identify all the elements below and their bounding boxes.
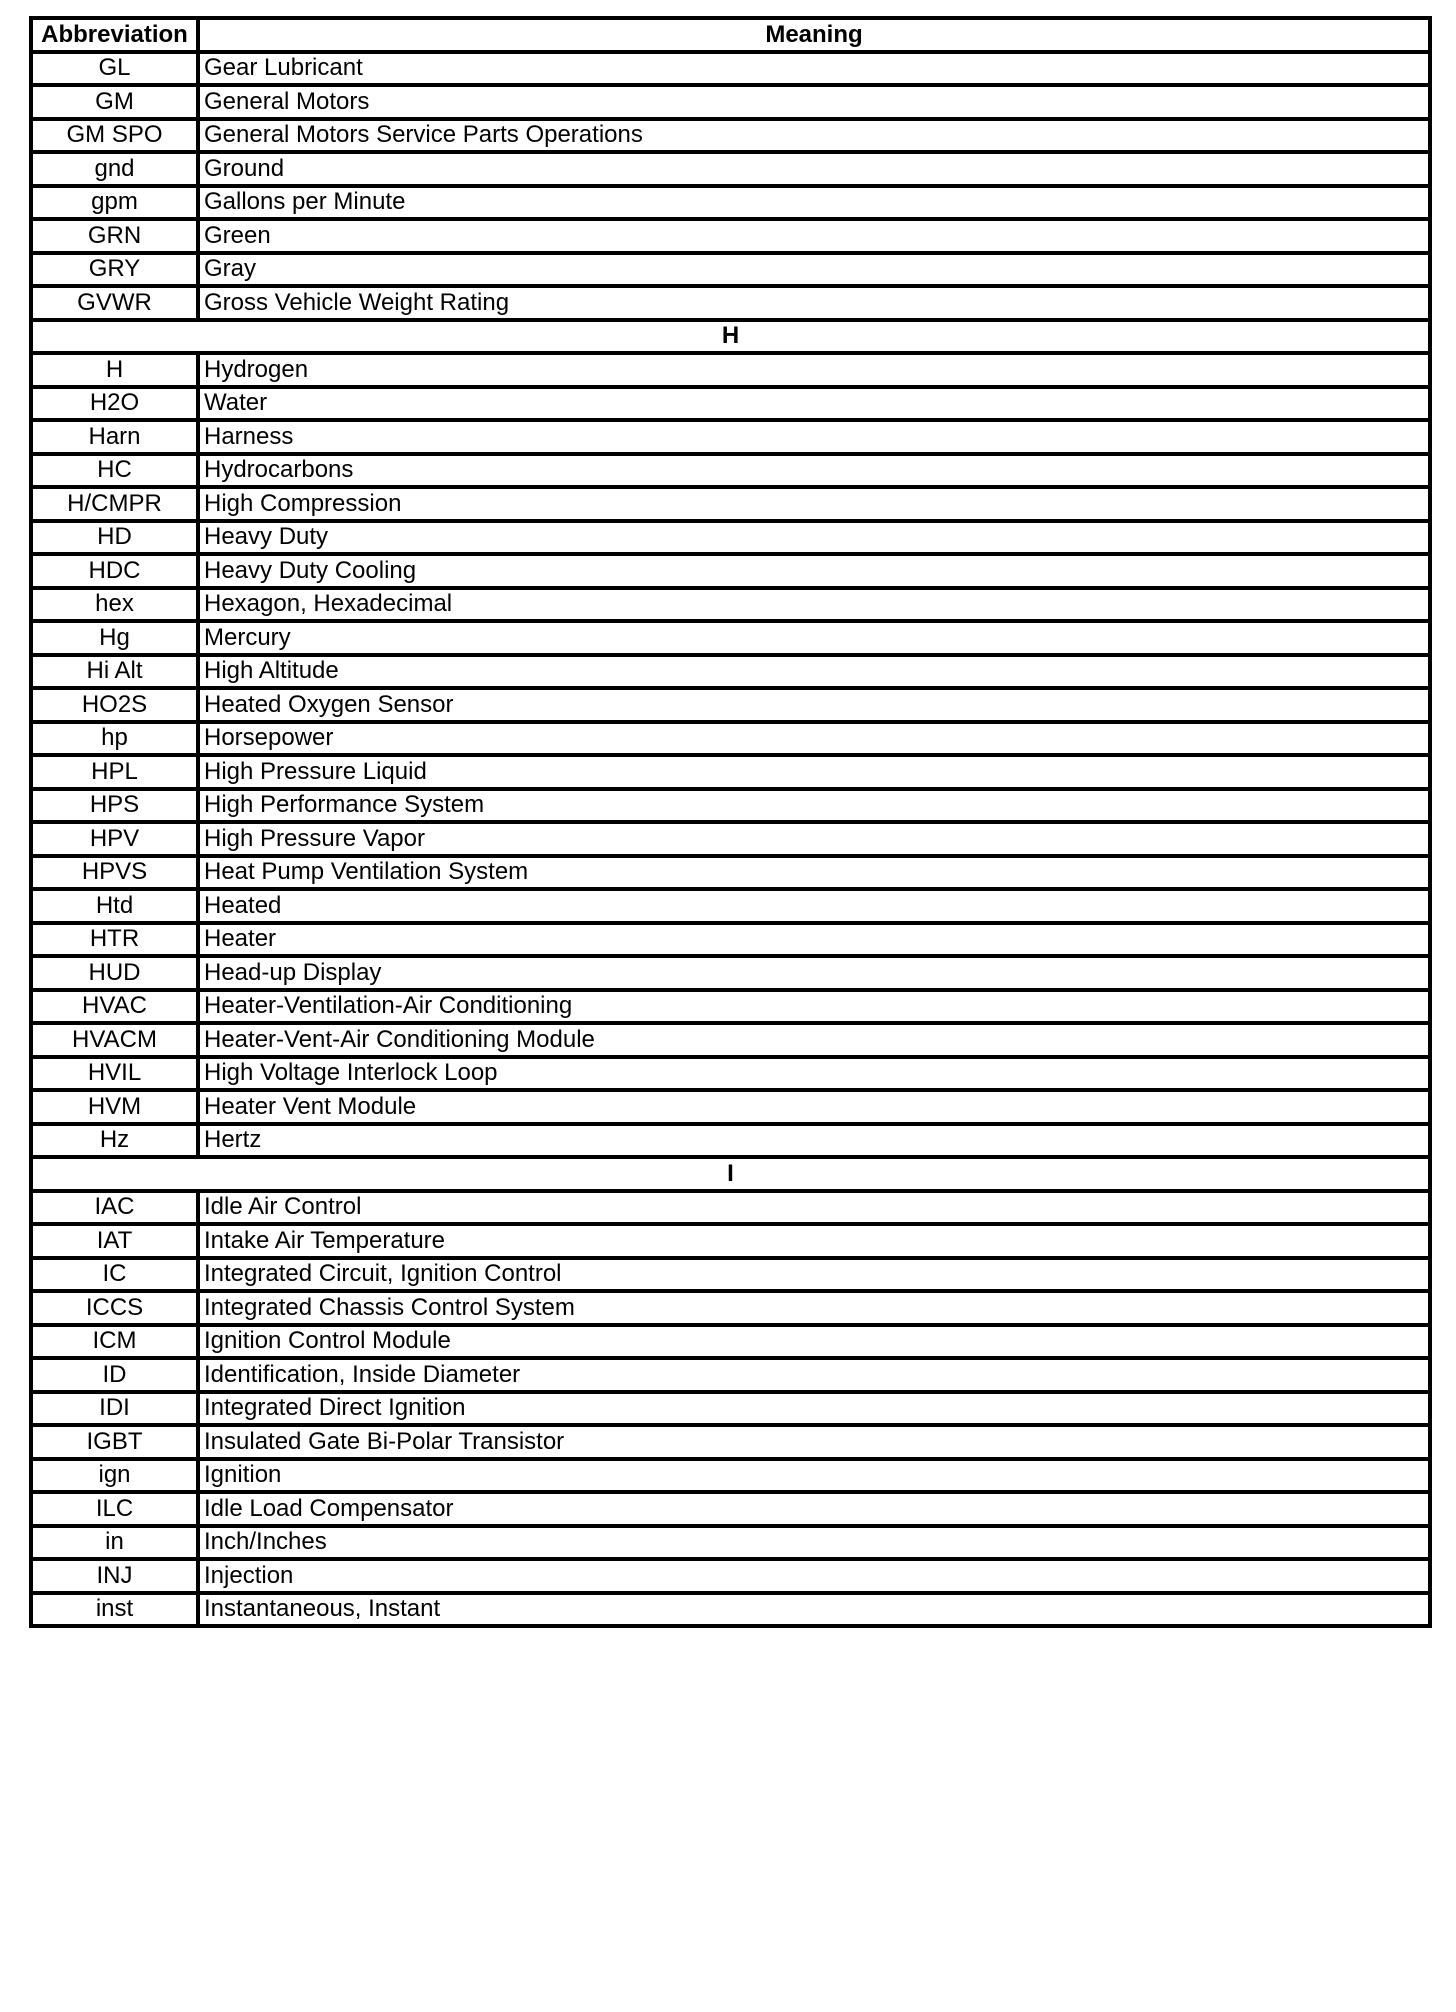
table-row [31,856,1430,890]
meaning-cell: Gross Vehicle Weight Rating [198,286,1430,320]
table-header-row [31,18,1430,52]
abbreviation-table [29,16,1432,1628]
table-row [31,119,1430,153]
abbreviation-cell: HPV [31,822,198,856]
abbreviation-cell: HD [31,521,198,555]
meaning-cell: Intake Air Temperature [198,1224,1430,1258]
table-row [31,990,1430,1024]
abbreviation-cell: hp [31,722,198,756]
abbreviation-cell: IDI [31,1392,198,1426]
table-row [31,1526,1430,1560]
abbreviation-cell: GVWR [31,286,198,320]
abbreviation-cell: IC [31,1258,198,1292]
table-row [31,219,1430,253]
table-row [31,152,1430,186]
table-row [31,588,1430,622]
meaning-cell: Hydrogen [198,353,1430,387]
abbreviation-cell: H/CMPR [31,487,198,521]
meaning-cell: Ground [198,152,1430,186]
meaning-cell: Idle Load Compensator [198,1492,1430,1526]
meaning-cell: Hertz [198,1124,1430,1158]
meaning-cell: Heater Vent Module [198,1090,1430,1124]
meaning-cell: Idle Air Control [198,1191,1430,1225]
table-row [31,1492,1430,1526]
table-row [31,655,1430,689]
abbreviation-cell: HUD [31,956,198,990]
abbreviation-cell: IGBT [31,1425,198,1459]
abbreviation-cell: INJ [31,1559,198,1593]
abbreviation-cell: IAT [31,1224,198,1258]
table-body [31,52,1430,1627]
table-row [31,1325,1430,1359]
meaning-cell: Heated Oxygen Sensor [198,688,1430,722]
meaning-cell: Heater-Ventilation-Air Conditioning [198,990,1430,1024]
abbreviation-cell: in [31,1526,198,1560]
table-row [31,789,1430,823]
abbreviation-cell: GRN [31,219,198,253]
meaning-cell: Integrated Chassis Control System [198,1291,1430,1325]
abbreviation-cell: HC [31,454,198,488]
table-row [31,688,1430,722]
table-row [31,85,1430,119]
meaning-cell: Integrated Direct Ignition [198,1392,1430,1426]
table-row [31,755,1430,789]
meaning-cell: Identification, Inside Diameter [198,1358,1430,1392]
abbreviation-cell: GRY [31,253,198,287]
meaning-cell: Heat Pump Ventilation System [198,856,1430,890]
meaning-cell: Instantaneous, Instant [198,1593,1430,1627]
meaning-cell: Green [198,219,1430,253]
abbreviation-cell: HDC [31,554,198,588]
abbreviation-cell: Hi Alt [31,655,198,689]
table-row [31,822,1430,856]
abbreviation-cell: H2O [31,387,198,421]
table-row [31,1124,1430,1158]
table-row [31,1258,1430,1292]
table-row [31,1057,1430,1091]
meaning-cell: Harness [198,420,1430,454]
table-row [31,621,1430,655]
section-row [31,320,1430,354]
section-row [31,1157,1430,1191]
abbreviation-cell: hex [31,588,198,622]
table-row [31,1191,1430,1225]
meaning-cell: Hexagon, Hexadecimal [198,588,1430,622]
meaning-cell: Hydrocarbons [198,454,1430,488]
meaning-cell: Heavy Duty Cooling [198,554,1430,588]
meaning-cell: General Motors Service Parts Operations [198,119,1430,153]
table-row [31,286,1430,320]
table-row [31,186,1430,220]
meaning-cell: Ignition Control Module [198,1325,1430,1359]
abbreviation-cell: GM SPO [31,119,198,153]
abbreviation-cell: GM [31,85,198,119]
abbreviation-cell: Harn [31,420,198,454]
meaning-cell: Ignition [198,1459,1430,1493]
meaning-cell: High Altitude [198,655,1430,689]
abbreviation-cell: HVM [31,1090,198,1124]
table-row [31,1023,1430,1057]
abbreviation-cell: inst [31,1593,198,1627]
abbreviation-cell: gnd [31,152,198,186]
meaning-cell: Inch/Inches [198,1526,1430,1560]
table-row [31,1291,1430,1325]
table-row [31,420,1430,454]
meaning-cell: Water [198,387,1430,421]
abbreviation-cell: HPVS [31,856,198,890]
table-row [31,52,1430,86]
table-row [31,253,1430,287]
meaning-cell: Horsepower [198,722,1430,756]
section-label: H [31,320,1430,354]
abbreviation-cell: HPS [31,789,198,823]
table-row [31,1593,1430,1627]
table-row [31,487,1430,521]
meaning-cell: Heavy Duty [198,521,1430,555]
meaning-cell: Gray [198,253,1430,287]
table-row [31,1358,1430,1392]
table-row [31,454,1430,488]
table-row [31,521,1430,555]
meaning-cell: Mercury [198,621,1430,655]
meaning-cell: Integrated Circuit, Ignition Control [198,1258,1430,1292]
section-label: I [31,1157,1430,1191]
abbreviation-cell: IAC [31,1191,198,1225]
table-row [31,1459,1430,1493]
meaning-cell: Gear Lubricant [198,52,1430,86]
table-row [31,387,1430,421]
abbreviation-cell: Hz [31,1124,198,1158]
meaning-cell: Gallons per Minute [198,186,1430,220]
abbreviation-cell: HVACM [31,1023,198,1057]
header-abbreviation: Abbreviation [31,18,198,52]
table-row [31,889,1430,923]
table-row [31,353,1430,387]
table-row [31,1559,1430,1593]
table-row [31,1090,1430,1124]
meaning-cell: General Motors [198,85,1430,119]
table-row [31,1224,1430,1258]
meaning-cell: Heater [198,923,1430,957]
meaning-cell: Head-up Display [198,956,1430,990]
abbreviation-cell: HVIL [31,1057,198,1091]
abbreviation-cell: Hg [31,621,198,655]
abbreviation-cell: ign [31,1459,198,1493]
abbreviation-cell: HPL [31,755,198,789]
table-row [31,923,1430,957]
meaning-cell: Heater-Vent-Air Conditioning Module [198,1023,1430,1057]
meaning-cell: High Pressure Liquid [198,755,1430,789]
meaning-cell: Injection [198,1559,1430,1593]
table-row [31,956,1430,990]
abbreviation-cell: HTR [31,923,198,957]
meaning-cell: High Compression [198,487,1430,521]
abbreviation-cell: ID [31,1358,198,1392]
abbreviation-cell: H [31,353,198,387]
abbreviation-cell: ICM [31,1325,198,1359]
table-row [31,554,1430,588]
abbreviation-cell: Htd [31,889,198,923]
meaning-cell: High Performance System [198,789,1430,823]
meaning-cell: Heated [198,889,1430,923]
table-row [31,1425,1430,1459]
table-row [31,1392,1430,1426]
meaning-cell: Insulated Gate Bi-Polar Transistor [198,1425,1430,1459]
table-row [31,722,1430,756]
abbreviation-cell: HO2S [31,688,198,722]
abbreviation-cell: ICCS [31,1291,198,1325]
header-meaning: Meaning [198,18,1430,52]
abbreviation-cell: HVAC [31,990,198,1024]
abbreviation-cell: gpm [31,186,198,220]
abbreviation-cell: ILC [31,1492,198,1526]
abbreviation-cell: GL [31,52,198,86]
meaning-cell: High Pressure Vapor [198,822,1430,856]
meaning-cell: High Voltage Interlock Loop [198,1057,1430,1091]
